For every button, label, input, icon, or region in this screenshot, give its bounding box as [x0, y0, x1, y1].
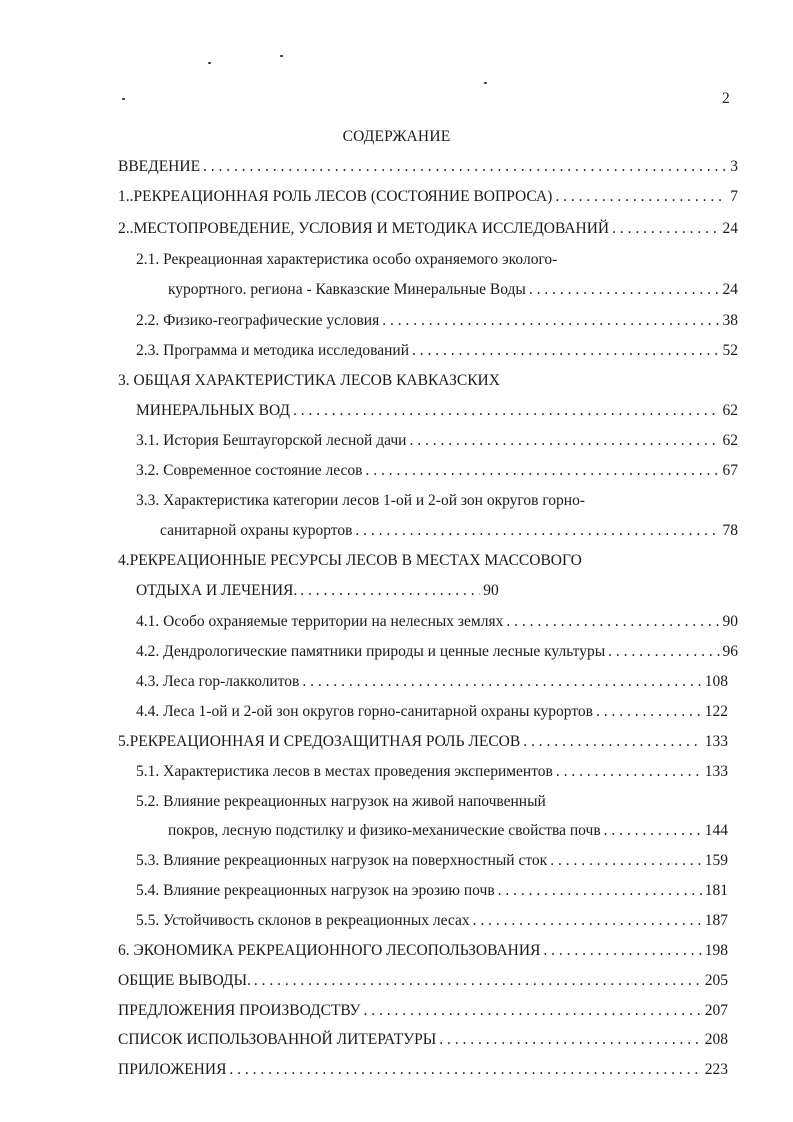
- toc-entry-appendices: [118, 1061, 728, 1079]
- scan-speck: [280, 55, 283, 57]
- toc-entry-text: 3.1. История Бештаугорской лесной дачи: [136, 432, 407, 449]
- page-number: 2: [722, 90, 730, 107]
- toc-entry-section-4-2: [136, 643, 738, 661]
- toc-entry-page: 67: [722, 462, 738, 479]
- toc-entry-text: ПРЕДЛОЖЕНИЯ ПРОИЗВОДСТВУ: [118, 1002, 361, 1019]
- toc-entry-text: ОТДЫХА И ЛЕЧЕНИЯ.: [136, 582, 298, 599]
- toc-entry-page: 205: [704, 972, 728, 989]
- toc-entry-text: 5.1. Характеристика лесов в местах проведения экспериментов: [136, 763, 553, 780]
- toc-entry-page: 108: [704, 673, 728, 690]
- toc-entry-3-line1: 3. ОБЩАЯ ХАРАКТЕРИСТИКА ЛЕСОВ КАВКАЗСКИХ: [118, 372, 500, 389]
- toc-entry-text: 2.3. Программа и методика исследований: [136, 342, 410, 359]
- toc-entry-conclusions: [118, 972, 728, 990]
- toc-entry-page: 7: [730, 188, 738, 205]
- toc-entry-page: 96: [722, 643, 738, 660]
- toc-entry-text: 5.4. Влияние рекреационных нагрузок на эрозию почв: [136, 882, 495, 899]
- toc-entry-text: 1..РЕКРЕАЦИОННАЯ РОЛЬ ЛЕСОВ (СОСТОЯНИЕ ВОПРОСА): [118, 188, 553, 205]
- toc-entry-page: 133: [704, 733, 728, 750]
- toc-entry-chapter-3: [136, 402, 738, 420]
- toc-entry-chapter-4: [136, 582, 754, 600]
- toc-entry-page: 78: [722, 522, 738, 539]
- toc-entry-page: 90: [722, 613, 738, 630]
- toc-entry-text: 4.4. Леса 1-ой и 2-ой зон округов горно-санитарной охраны курортов: [136, 703, 593, 720]
- toc-entry-text: 3.2. Современное состояние лесов: [136, 462, 363, 479]
- toc-entry-section-2-2: [136, 312, 738, 330]
- toc-entry-section-4-4: [136, 703, 728, 721]
- toc-entry-section-2-3: [136, 342, 738, 360]
- toc-entry-text: санитарной охраны курортов: [160, 522, 353, 539]
- toc-entry-page: 133: [704, 763, 728, 780]
- toc-entry-text: ПРИЛОЖЕНИЯ: [118, 1061, 227, 1078]
- toc-entry-section-5-1: [136, 763, 728, 781]
- toc-entry-text: СПИСОК ИСПОЛЬЗОВАННОЙ ЛИТЕРАТУРЫ: [118, 1031, 437, 1048]
- toc-entry-text: 5.РЕКРЕАЦИОННАЯ И СРЕДОЗАЩИТНАЯ РОЛЬ ЛЕСОВ: [118, 733, 521, 750]
- page-title: СОДЕРЖАНИЕ: [342, 128, 451, 145]
- toc-entry-page: 144: [704, 822, 728, 839]
- toc-entry-text: 5.3. Влияние рекреационных нагрузок на поверхностный сток: [136, 852, 548, 869]
- scan-speck: [484, 82, 487, 84]
- toc-entry-3-3-line1: 3.3. Характеристика категории лесов 1-ой и 2-ой зон округов горно-: [136, 492, 585, 509]
- toc-entry-page: 52: [722, 342, 738, 359]
- toc-entry-section-2-1: [168, 281, 738, 299]
- toc-entry-page: 207: [704, 1002, 728, 1019]
- toc-entry-section-5-3: [136, 852, 728, 870]
- toc-entry-page: 181: [704, 882, 728, 899]
- toc-entry-text: ВВЕДЕНИЕ: [118, 158, 201, 175]
- toc-entry-text: МИНЕРАЛЬНЫХ ВОД: [136, 402, 290, 419]
- toc-entry-introduction: [118, 158, 738, 176]
- toc-entry-text: ОБЩИЕ ВЫВОДЫ.: [118, 972, 251, 989]
- toc-entry-text: покров, лесную подстилку и физико-механические свойства почв: [168, 822, 601, 839]
- toc-entry-section-3-3: [160, 522, 738, 540]
- toc-entry-text: 6. ЭКОНОМИКА РЕКРЕАЦИОННОГО ЛЕСОПОЛЬЗОВАНИЯ: [118, 942, 541, 959]
- toc-entry-section-5-2: [168, 822, 728, 840]
- toc-entry-4-line1: 4.РЕКРЕАЦИОННЫЕ РЕСУРСЫ ЛЕСОВ В МЕСТАХ МАССОВОГО: [118, 552, 582, 569]
- scan-speck: [122, 98, 125, 100]
- toc-entry-page: 38: [722, 312, 738, 329]
- toc-entry-page: 62: [722, 402, 738, 419]
- toc-entry-page: 208: [704, 1031, 728, 1048]
- toc-entry-text: 2..МЕСТОПРОВЕДЕНИЕ, УСЛОВИЯ И МЕТОДИКА ИССЛЕДОВАНИЙ: [118, 220, 610, 237]
- toc-entry-page: 187: [704, 912, 728, 929]
- toc-entry-page: 122: [704, 703, 728, 720]
- toc-entry-references: [118, 1031, 728, 1049]
- toc-entry-page: 90: [483, 582, 499, 599]
- toc-entry-text: 4.3. Леса гор-лакколитов: [136, 673, 300, 690]
- toc-entry-section-5-5: [136, 912, 728, 930]
- toc-entry-text: курортного. региона - Кавказские Минеральные Воды: [168, 281, 526, 298]
- toc-entry-chapter-2: [118, 220, 738, 238]
- toc-entry-section-5-4: [136, 882, 728, 900]
- toc-entry-chapter-6: [118, 942, 728, 960]
- toc-entry-section-4-3: [136, 673, 728, 691]
- toc-entry-text: 2.2. Физико-географические условия: [136, 312, 380, 329]
- toc-entry-chapter-5: [118, 733, 728, 751]
- toc-entry-page: 223: [704, 1061, 728, 1078]
- toc-entry-page: 62: [722, 432, 738, 449]
- scan-speck: [208, 62, 211, 64]
- toc-entry-text: 4.2. Дендрологические памятники природы и ценные лесные культуры: [136, 643, 606, 660]
- toc-entry-proposals: [118, 1002, 728, 1020]
- toc-entry-page: 3: [730, 158, 738, 175]
- toc-entry-section-3-1: [136, 432, 738, 450]
- toc-entry-text: 4.1. Особо охраняемые территории на нелесных землях: [136, 613, 504, 630]
- toc-entry-page: 24: [722, 281, 738, 298]
- toc-entry-section-3-2: [136, 462, 738, 480]
- toc-entry-page: 159: [704, 852, 728, 869]
- toc-entry-page: 24: [722, 220, 738, 237]
- toc-entry-5-2-line1: 5.2. Влияние рекреационных нагрузок на живой напочвенный: [136, 793, 546, 810]
- toc-entry-text: 5.5. Устойчивость склонов в рекреационных лесах: [136, 912, 470, 929]
- toc-entry-page: 198: [704, 942, 728, 959]
- toc-entry-2-1-line1: 2.1. Рекреационная характеристика особо охраняемого эколого-: [136, 251, 558, 268]
- toc-entry-section-4-1: [136, 613, 738, 631]
- toc-entry-chapter-1: [118, 188, 738, 206]
